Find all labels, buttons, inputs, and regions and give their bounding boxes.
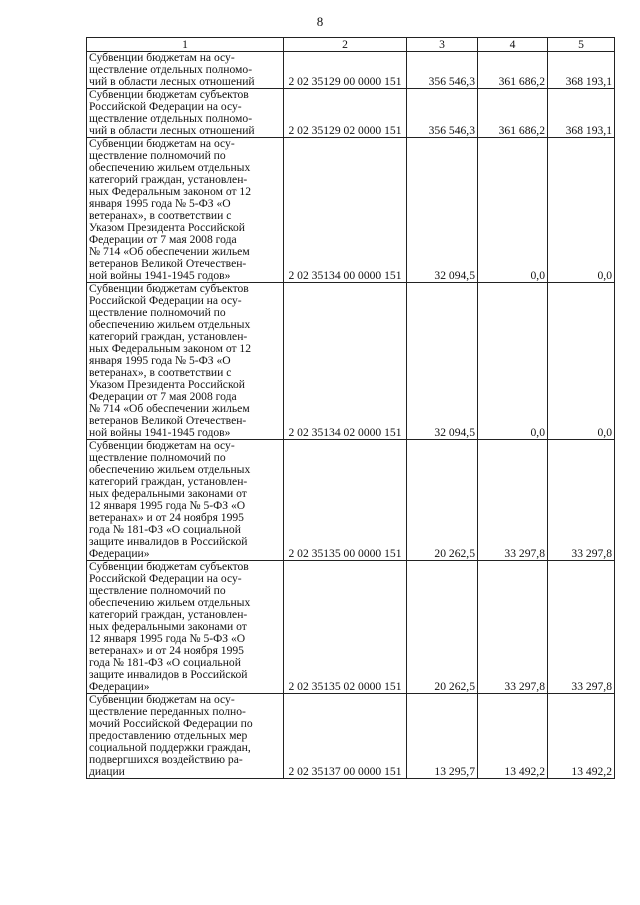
- row-value-col5: 368 193,1: [548, 52, 615, 89]
- row-code: 2 02 35134 00 0000 151: [284, 138, 407, 283]
- row-code: 2 02 35134 02 0000 151: [284, 283, 407, 440]
- row-value-col5: 33 297,8: [548, 440, 615, 561]
- row-value-col5: 0,0: [548, 283, 615, 440]
- row-value-col4: 33 297,8: [478, 440, 548, 561]
- row-value-col5: 13 492,2: [548, 694, 615, 779]
- row-value-col4: 33 297,8: [478, 561, 548, 694]
- row-code: 2 02 35135 00 0000 151: [284, 440, 407, 561]
- row-value-col3: 356 546,3: [407, 52, 478, 89]
- row-description: Субвенции бюджетам субъектов Российской Федерации на осу- ществление полномочий по обеспечению жильем отдельных категорий граждан, установлен- ных федеральными законами от 12 января 1995 года № 5-ФЗ «О ветеранах» и от 24 ноября 1995 года № 181-ФЗ «О социальной защите инвалидов в Российской Федерации»: [87, 561, 284, 694]
- column-header-2: 2: [284, 38, 407, 52]
- row-description: Субвенции бюджетам на осу- ществление переданных полно- мочий Российской Федерации по предоставлению отдельных мер социальной поддержки граждан, подвергшихся воздействию ра- диации: [87, 694, 284, 779]
- table-row: [87, 138, 615, 283]
- table-row: [87, 89, 615, 138]
- table-row: [87, 52, 615, 89]
- row-value-col5: 0,0: [548, 138, 615, 283]
- row-code: 2 02 35137 00 0000 151: [284, 694, 407, 779]
- row-value-col3: 32 094,5: [407, 138, 478, 283]
- row-code: 2 02 35135 02 0000 151: [284, 561, 407, 694]
- table-row: [87, 283, 615, 440]
- budget-table: [86, 37, 615, 779]
- row-value-col3: 356 546,3: [407, 89, 478, 138]
- row-description: Субвенции бюджетам на осу- ществление полномочий по обеспечению жильем отдельных категорий граждан, установлен- ных федеральными законами от 12 января 1995 года № 5-ФЗ «О ветеранах» и от 24 ноября 1995 года № 181-ФЗ «О социальной защите инвалидов в Российской Федерации»: [87, 440, 284, 561]
- header-row: [87, 38, 615, 52]
- table-row: [87, 561, 615, 694]
- row-description: Субвенции бюджетам субъектов Российской Федерации на осу- ществление отдельных полномо- чий в области лесных отношений: [87, 89, 284, 138]
- row-value-col4: 13 492,2: [478, 694, 548, 779]
- row-value-col3: 32 094,5: [407, 283, 478, 440]
- row-code: 2 02 35129 00 0000 151: [284, 52, 407, 89]
- row-value-col5: 368 193,1: [548, 89, 615, 138]
- column-header-5: 5: [548, 38, 615, 52]
- table-row: [87, 694, 615, 779]
- row-value-col3: 20 262,5: [407, 561, 478, 694]
- column-header-1: 1: [87, 38, 284, 52]
- row-value-col4: 361 686,2: [478, 89, 548, 138]
- row-value-col4: 0,0: [478, 138, 548, 283]
- row-code: 2 02 35129 02 0000 151: [284, 89, 407, 138]
- row-description: Субвенции бюджетам на осу- ществление отдельных полномо- чий в области лесных отношений: [87, 52, 284, 89]
- row-value-col3: 13 295,7: [407, 694, 478, 779]
- row-description: Субвенции бюджетам на осу- ществление полномочий по обеспечению жильем отдельных категорий граждан, установлен- ных Федеральным законом от 12 января 1995 года № 5-ФЗ «О ветеранах», в соответствии с Указом Президента Российской Федерации от 7 мая 2008 года № 714 «Об обеспечении жильем ветеранов Великой Отечествен- ной войны 1941-1945 годов»: [87, 138, 284, 283]
- page-number: 8: [316, 14, 324, 29]
- row-value-col4: 361 686,2: [478, 52, 548, 89]
- row-value-col5: 33 297,8: [548, 561, 615, 694]
- row-value-col4: 0,0: [478, 283, 548, 440]
- row-description: Субвенции бюджетам субъектов Российской Федерации на осу- ществление полномочий по обеспечению жильем отдельных категорий граждан, установлен- ных Федеральным законом от 12 января 1995 года № 5-ФЗ «О ветеранах», в соответствии с Указом Президента Российской Федерации от 7 мая 2008 года № 714 «Об обеспечении жильем ветеранов Великой Отечествен- ной войны 1941-1945 годов»: [87, 283, 284, 440]
- column-header-3: 3: [407, 38, 478, 52]
- row-value-col3: 20 262,5: [407, 440, 478, 561]
- table-row: [87, 440, 615, 561]
- column-header-4: 4: [478, 38, 548, 52]
